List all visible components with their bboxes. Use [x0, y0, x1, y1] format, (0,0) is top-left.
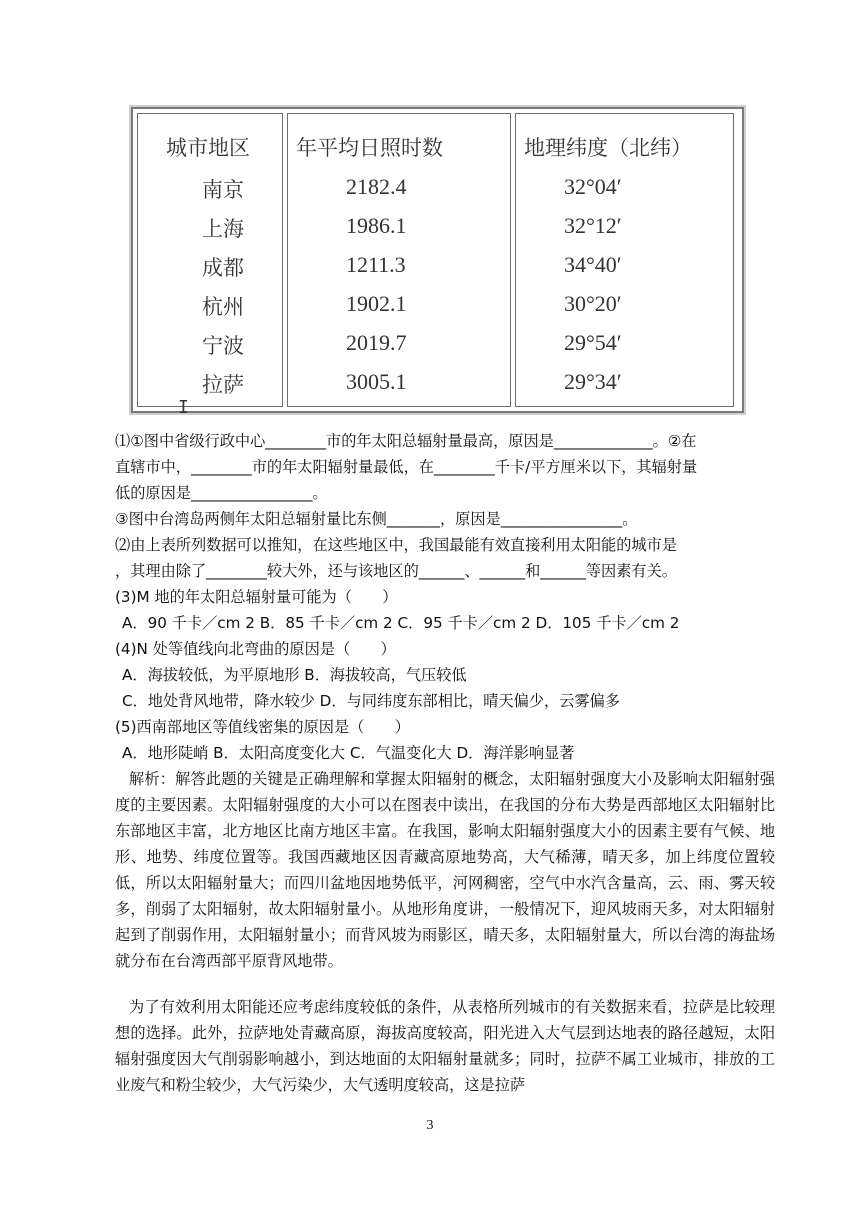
- table-cell: 29°54′: [564, 330, 622, 355]
- table-cell: 34°40′: [564, 252, 622, 277]
- table-cell: 2182.4: [346, 174, 407, 199]
- question-line: ⑴①图中省级行政中心________市的年太阳总辐射量最高，原因是_____________。②在: [115, 432, 697, 450]
- analysis-paragraph-2: 为了有效利用太阳能还应考虑纬度较低的条件，从表格所列城市的有关数据来看，拉萨是比较理想的选择。此外，拉萨地处青藏高原，海拔高度较高，阳光进入大气层到达地表的路径越短，太阳辐射强度因大气削弱影响越小，到达地面的太阳辐射量就多；同时，拉萨不属工业城市，排放的工业废气和粉尘较少，大气污染少，大气透明度较高，这是拉萨: [115, 998, 775, 1094]
- table-column-city: [137, 113, 283, 407]
- question-line: ，其理由除了________较大外，还与该地区的______、______和______等因素有关。: [115, 562, 677, 580]
- table-cell: 2019.7: [346, 330, 407, 355]
- answer-options: C．地处背风地带，降水较少 D．与同纬度东部相比，晴天偏少，云雾偏多: [122, 692, 620, 710]
- table-column-latitude: [515, 113, 734, 407]
- answer-options: A．海拔较低，为平原地形 B．海拔较高，气压较低: [122, 666, 467, 684]
- analysis-paragraph: 解析：解答此题的关键是正确理解和掌握太阳辐射的概念，太阳辐射强度大小及影响太阳辐射强度的主要因素。太阳辐射强度的大小可以在图表中读出，在我国的分布大势是西部地区太阳辐射比东部地区丰富，北方地区比南方地区丰富。在我国，影响太阳辐射强度大小的因素主要有气候、地形、地势、纬度位置等。我国西藏地区因青藏高原地势高，大气稀薄，晴天多，加上纬度位置较低，所以太阳辐射量大；而四川盆地因地势低平，河网稠密，空气中水汽含量高，云、雨、雾天较多，削弱了太阳辐射，故太阳辐射量小。从地形角度讲，一般情况下，迎风坡雨天多，对太阳辐射起到了削弱作用，太阳辐射量小；而背风坡为雨影区，晴天多，太阳辐射量大，所以台湾的海盐场就分布在台湾西部平原背风地带。: [115, 770, 775, 970]
- table-cell: 1902.1: [346, 291, 407, 316]
- question-line: ⑵由上表所列数据可以推知，在这些地区中，我国最能有效直接利用太阳能的城市是: [115, 536, 677, 554]
- table-header-latitude: 地理纬度（北纬）: [524, 136, 692, 160]
- page-number: 3: [426, 1118, 434, 1133]
- table-column-hours: [287, 113, 511, 407]
- table-cell: 杭州: [202, 295, 244, 319]
- table-cell: 30°20′: [564, 291, 622, 316]
- table-cell: 1211.3: [346, 252, 406, 277]
- text-cursor-icon: I: [178, 397, 189, 418]
- table-header-city: 城市地区: [166, 136, 250, 160]
- question-line: 低的原因是________________。: [115, 484, 328, 502]
- question-line: ③图中台湾岛两侧年太阳总辐射量比东侧_______，原因是________________。: [115, 510, 638, 528]
- answer-options: A．地形陡峭 B．太阳高度变化大 C．气温变化大 D．海洋影响显著: [122, 744, 575, 762]
- table-cell: 上海: [202, 217, 244, 241]
- question-line: (3)M 地的年太阳总辐射量可能为（ ）: [115, 588, 398, 606]
- table-cell: 1986.1: [346, 213, 407, 238]
- table-cell: 32°04′: [564, 174, 622, 199]
- table-cell: 32°12′: [564, 213, 622, 238]
- table-header-hours: 年平均日照时数: [296, 136, 443, 160]
- question-line: 直辖市中，________市的年太阳辐射量最低，在________千卡/平方厘米以下，其辐射量: [115, 458, 698, 476]
- table-cell: 29°34′: [564, 369, 622, 394]
- sunshine-table: [131, 107, 744, 413]
- table-cell: 南京: [202, 178, 244, 202]
- table-cell: 宁波: [202, 334, 244, 358]
- table-cell: 3005.1: [346, 369, 407, 394]
- question-line: (4)N 处等值线向北弯曲的原因是（ ）: [115, 640, 396, 658]
- table-cell: 拉萨: [202, 373, 244, 397]
- answer-options: A．90 千卡／cm 2 B．85 千卡／cm 2 C．95 千卡／cm 2 D．105 千卡／cm 2: [122, 614, 680, 632]
- table-cell: 成都: [202, 256, 244, 280]
- question-line: (5)西南部地区等值线密集的原因是（ ）: [115, 718, 410, 736]
